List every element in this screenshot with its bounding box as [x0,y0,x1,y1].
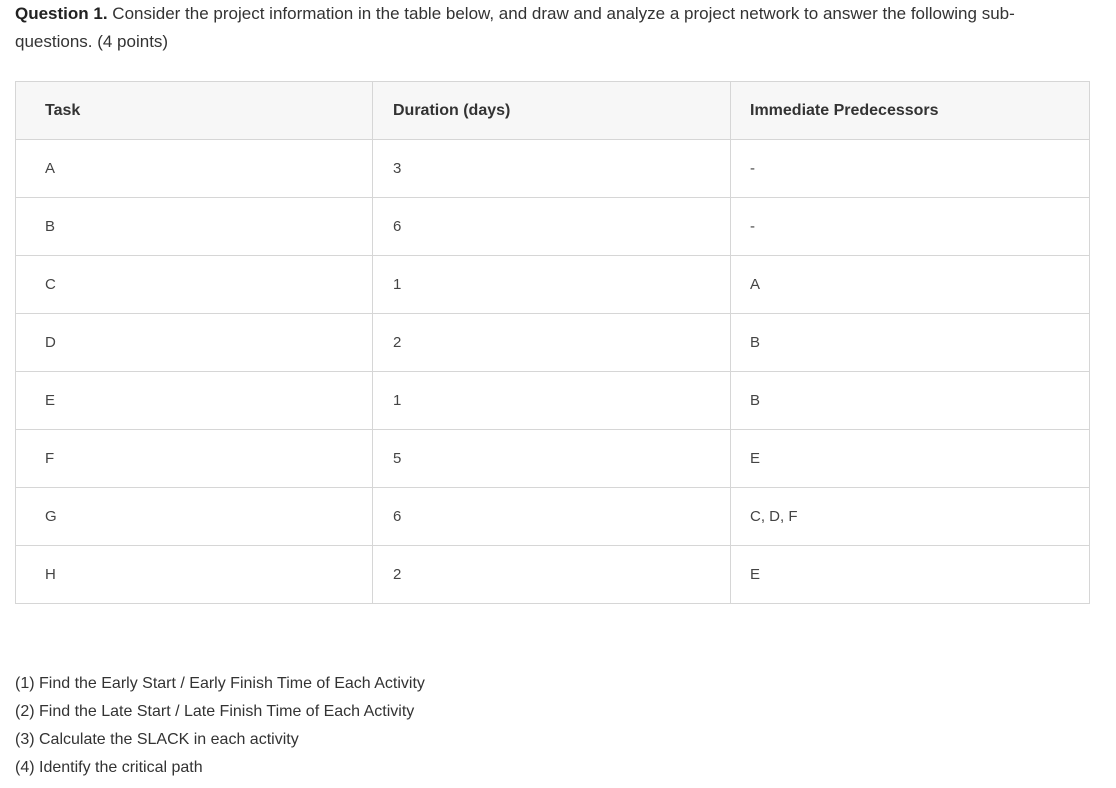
question-label: Question 1. [15,4,108,23]
cell-task: B [16,198,373,256]
question-body: Consider the project information in the table below, and draw and analyze a project network to answer the following sub-questions. (4 points) [15,4,1015,51]
subquestion-item: (4) Identify the critical path [15,759,203,776]
subquestion-list [15,670,425,782]
cell-predecessors: E [731,546,1090,604]
cell-task: A [16,140,373,198]
cell-duration: 1 [373,372,731,430]
subquestion-item: (3) Calculate the SLACK in each activity [15,731,299,748]
table-header-row [16,82,1090,140]
table-row [16,314,1090,372]
cell-task: D [16,314,373,372]
header-duration: Duration (days) [373,82,731,140]
cell-predecessors: E [731,430,1090,488]
cell-predecessors: B [731,372,1090,430]
cell-task: F [16,430,373,488]
cell-task: H [16,546,373,604]
table-row [16,140,1090,198]
cell-duration: 1 [373,256,731,314]
cell-predecessors: B [731,314,1090,372]
cell-duration: 5 [373,430,731,488]
cell-predecessors: C, D, F [731,488,1090,546]
header-predecessors: Immediate Predecessors [731,82,1090,140]
cell-duration: 3 [373,140,731,198]
subquestion-item: (2) Find the Late Start / Late Finish Time of Each Activity [15,703,415,720]
cell-task: G [16,488,373,546]
cell-duration: 2 [373,546,731,604]
table-row [16,430,1090,488]
table-row [16,372,1090,430]
subquestion-item: (1) Find the Early Start / Early Finish Time of Each Activity [15,675,425,692]
cell-predecessors: A [731,256,1090,314]
cell-predecessors: - [731,198,1090,256]
header-task: Task [16,82,373,140]
cell-task: C [16,256,373,314]
question-text [15,0,1085,56]
cell-task: E [16,372,373,430]
project-task-table [15,81,1090,604]
table-row [16,256,1090,314]
table-row [16,546,1090,604]
cell-duration: 2 [373,314,731,372]
cell-duration: 6 [373,488,731,546]
cell-predecessors: - [731,140,1090,198]
table-row [16,198,1090,256]
cell-duration: 6 [373,198,731,256]
table-row [16,488,1090,546]
